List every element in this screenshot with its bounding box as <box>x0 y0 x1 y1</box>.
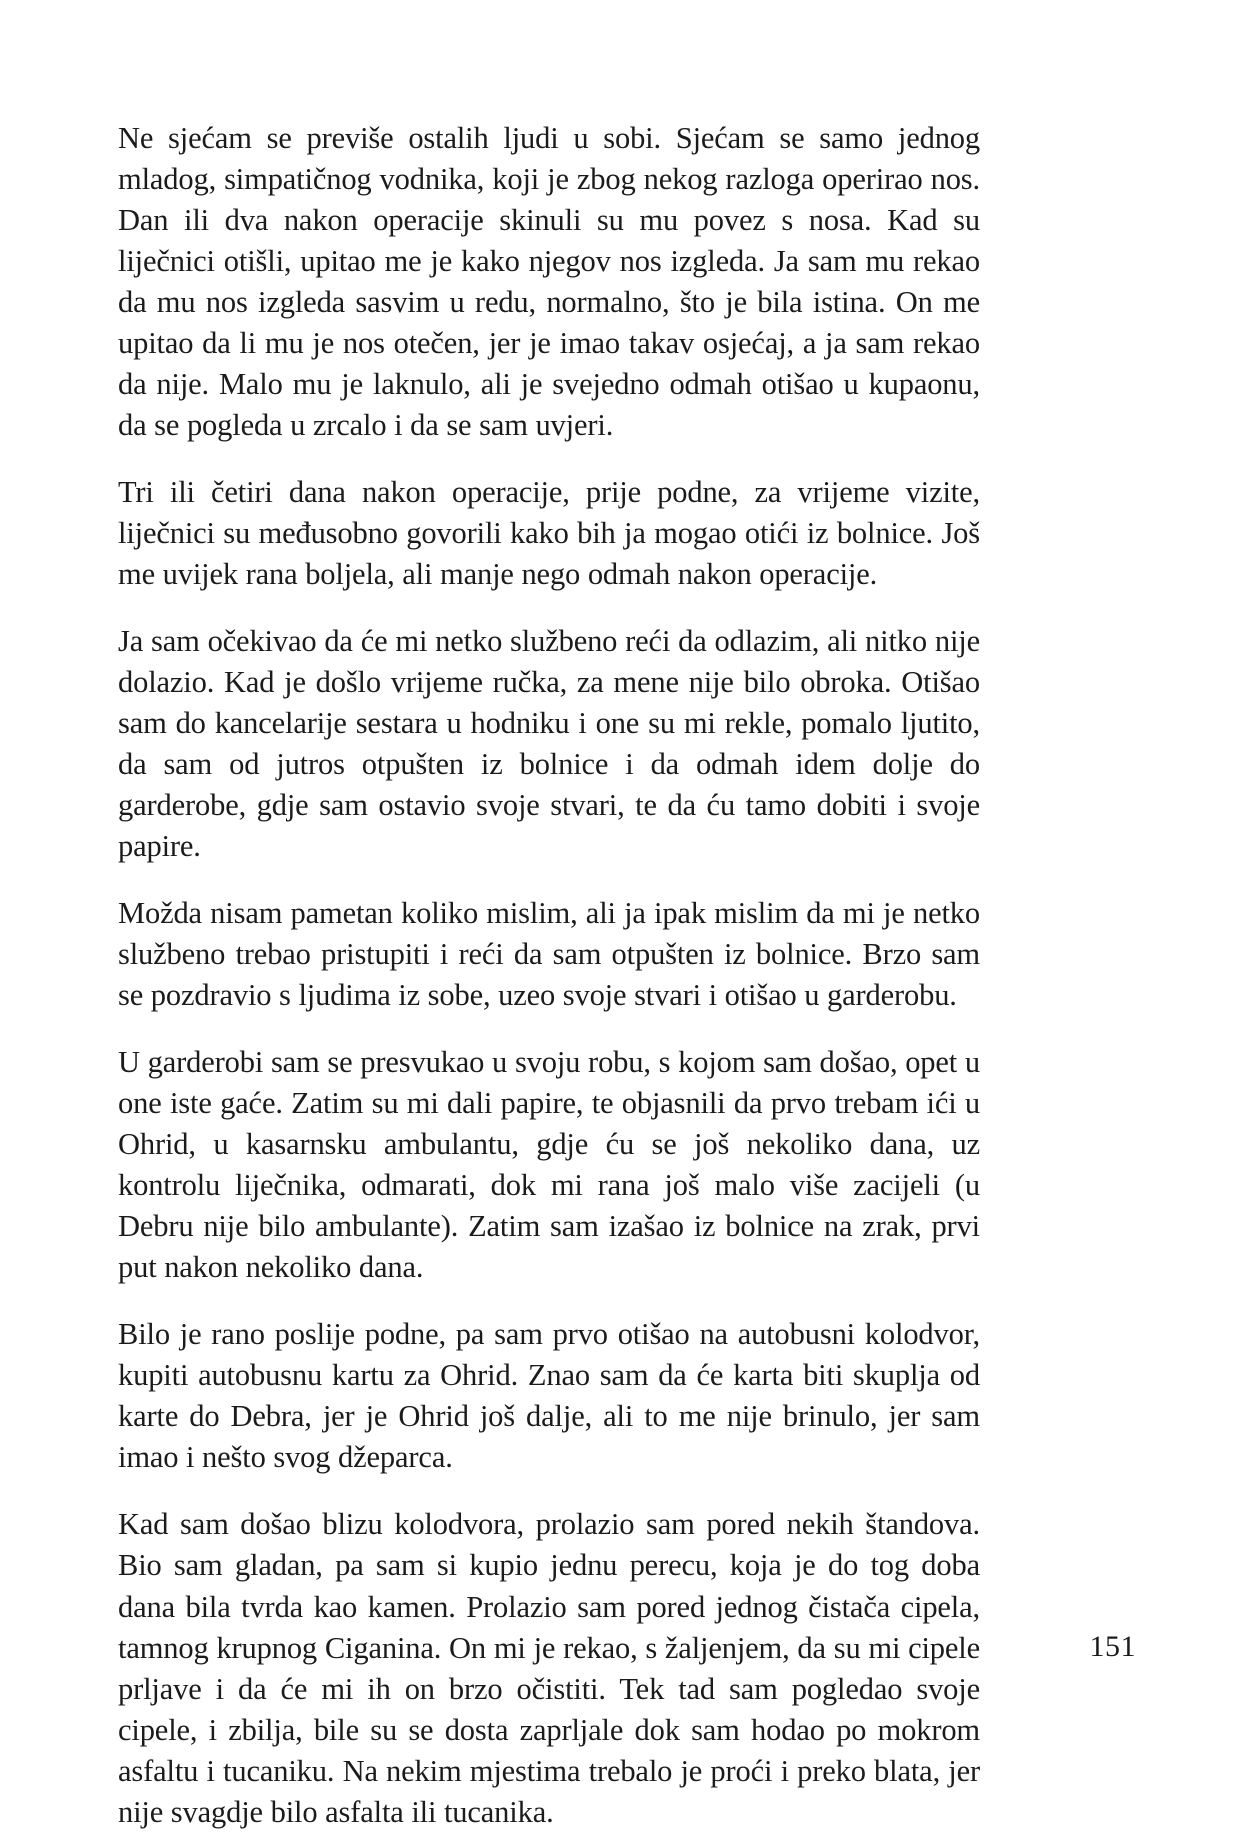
paragraph: Ne sjećam se previše ostalih ljudi u sobi. Sjećam se samo jednog mladog, simpatičnog vodnika, koji je zbog nekog razloga operirao nos. Dan ili dva nakon operacije skinuli su mu povez s nosa. Kad su liječnici otišli, upitao me je kako njegov nos izgleda. Ja sam mu rekao da mu nos izgleda sasvim u redu, normalno, što je bila istina. On me upitao da li mu je nos otečen, jer je imao takav osjećaj, a ja sam rekao da nije. Malo mu je laknulo, ali je svejedno odmah otišao u kupaonu, da se pogleda u zrcalo i da se sam uvjeri. <box>118 121 980 443</box>
page-number: 151 <box>1089 1630 1136 1663</box>
paragraph: Kad sam došao blizu kolodvora, prolazio sam pored nekih štandova. Bio sam gladan, pa sam si kupio jednu perecu, koja je do tog doba dana bila tvrda kao kamen. Prolazio sam pored jednog čistača cipela, tamnog krupnog Ciganina. On mi je rekao, s žaljenjem, da su mi cipele prljave i da će mi ih on brzo očistiti. Tek tad sam pogledao svoje cipele, i zbilja, bile su se dosta zaprljale dok sam hodao po mokrom asfaltu i tucaniku. Na nekim mjestima trebalo je proći i preko blata, jer nije svagdje bilo asfalta ili tucanika. <box>118 1507 980 1829</box>
paragraph: Možda nisam pametan koliko mislim, ali ja ipak mislim da mi je netko službeno trebao pristupiti i reći da sam otpušten iz bolnice. Brzo sam se pozdravio s ljudima iz sobe, uzeo svoje stvari i otišao u garderobu. <box>118 896 980 1013</box>
paragraph: Bilo je rano poslije podne, pa sam prvo otišao na autobusni kolodvor, kupiti autobusnu kartu za Ohrid. Znao sam da će karta biti skuplja od karte do Debra, jer je Ohrid još dalje, ali to me nije brinulo, jer sam imao i nešto svog džeparca. <box>118 1317 980 1475</box>
paragraph: Tri ili četiri dana nakon operacije, prije podne, za vrijeme vizite, liječnici su međusobno govorili kako bih ja mogao otići iz bolnice. Još me uvijek rana boljela, ali manje nego odmah nakon operacije. <box>118 475 980 592</box>
paragraph: U garderobi sam se presvukao u svoju robu, s kojom sam došao, opet u one iste gaće. Zatim su mi dali papire, te objasnili da prvo trebam ići u Ohrid, u kasarnsku ambulantu, gdje ću se još nekoliko dana, uz kontrolu liječnika, odmarati, dok mi rana još malo više zacijeli (u Debru nije bilo ambulante). Zatim sam izašao iz bolnice na zrak, prvi put nakon nekoliko dana. <box>118 1045 980 1285</box>
body-text-column <box>118 118 980 1833</box>
paragraph: Ja sam očekivao da će mi netko službeno reći da odlazim, ali nitko nije dolazio. Kad je došlo vrijeme ručka, za mene nije bilo obroka. Otišao sam do kancelarije sestara u hodniku i one su mi rekle, pomalo ljutito, da sam od jutros otpušten iz bolnice i da odmah idem dolje do garderobe, gdje sam ostavio svoje stvari, te da ću tamo dobiti i svoje papire. <box>118 624 980 864</box>
